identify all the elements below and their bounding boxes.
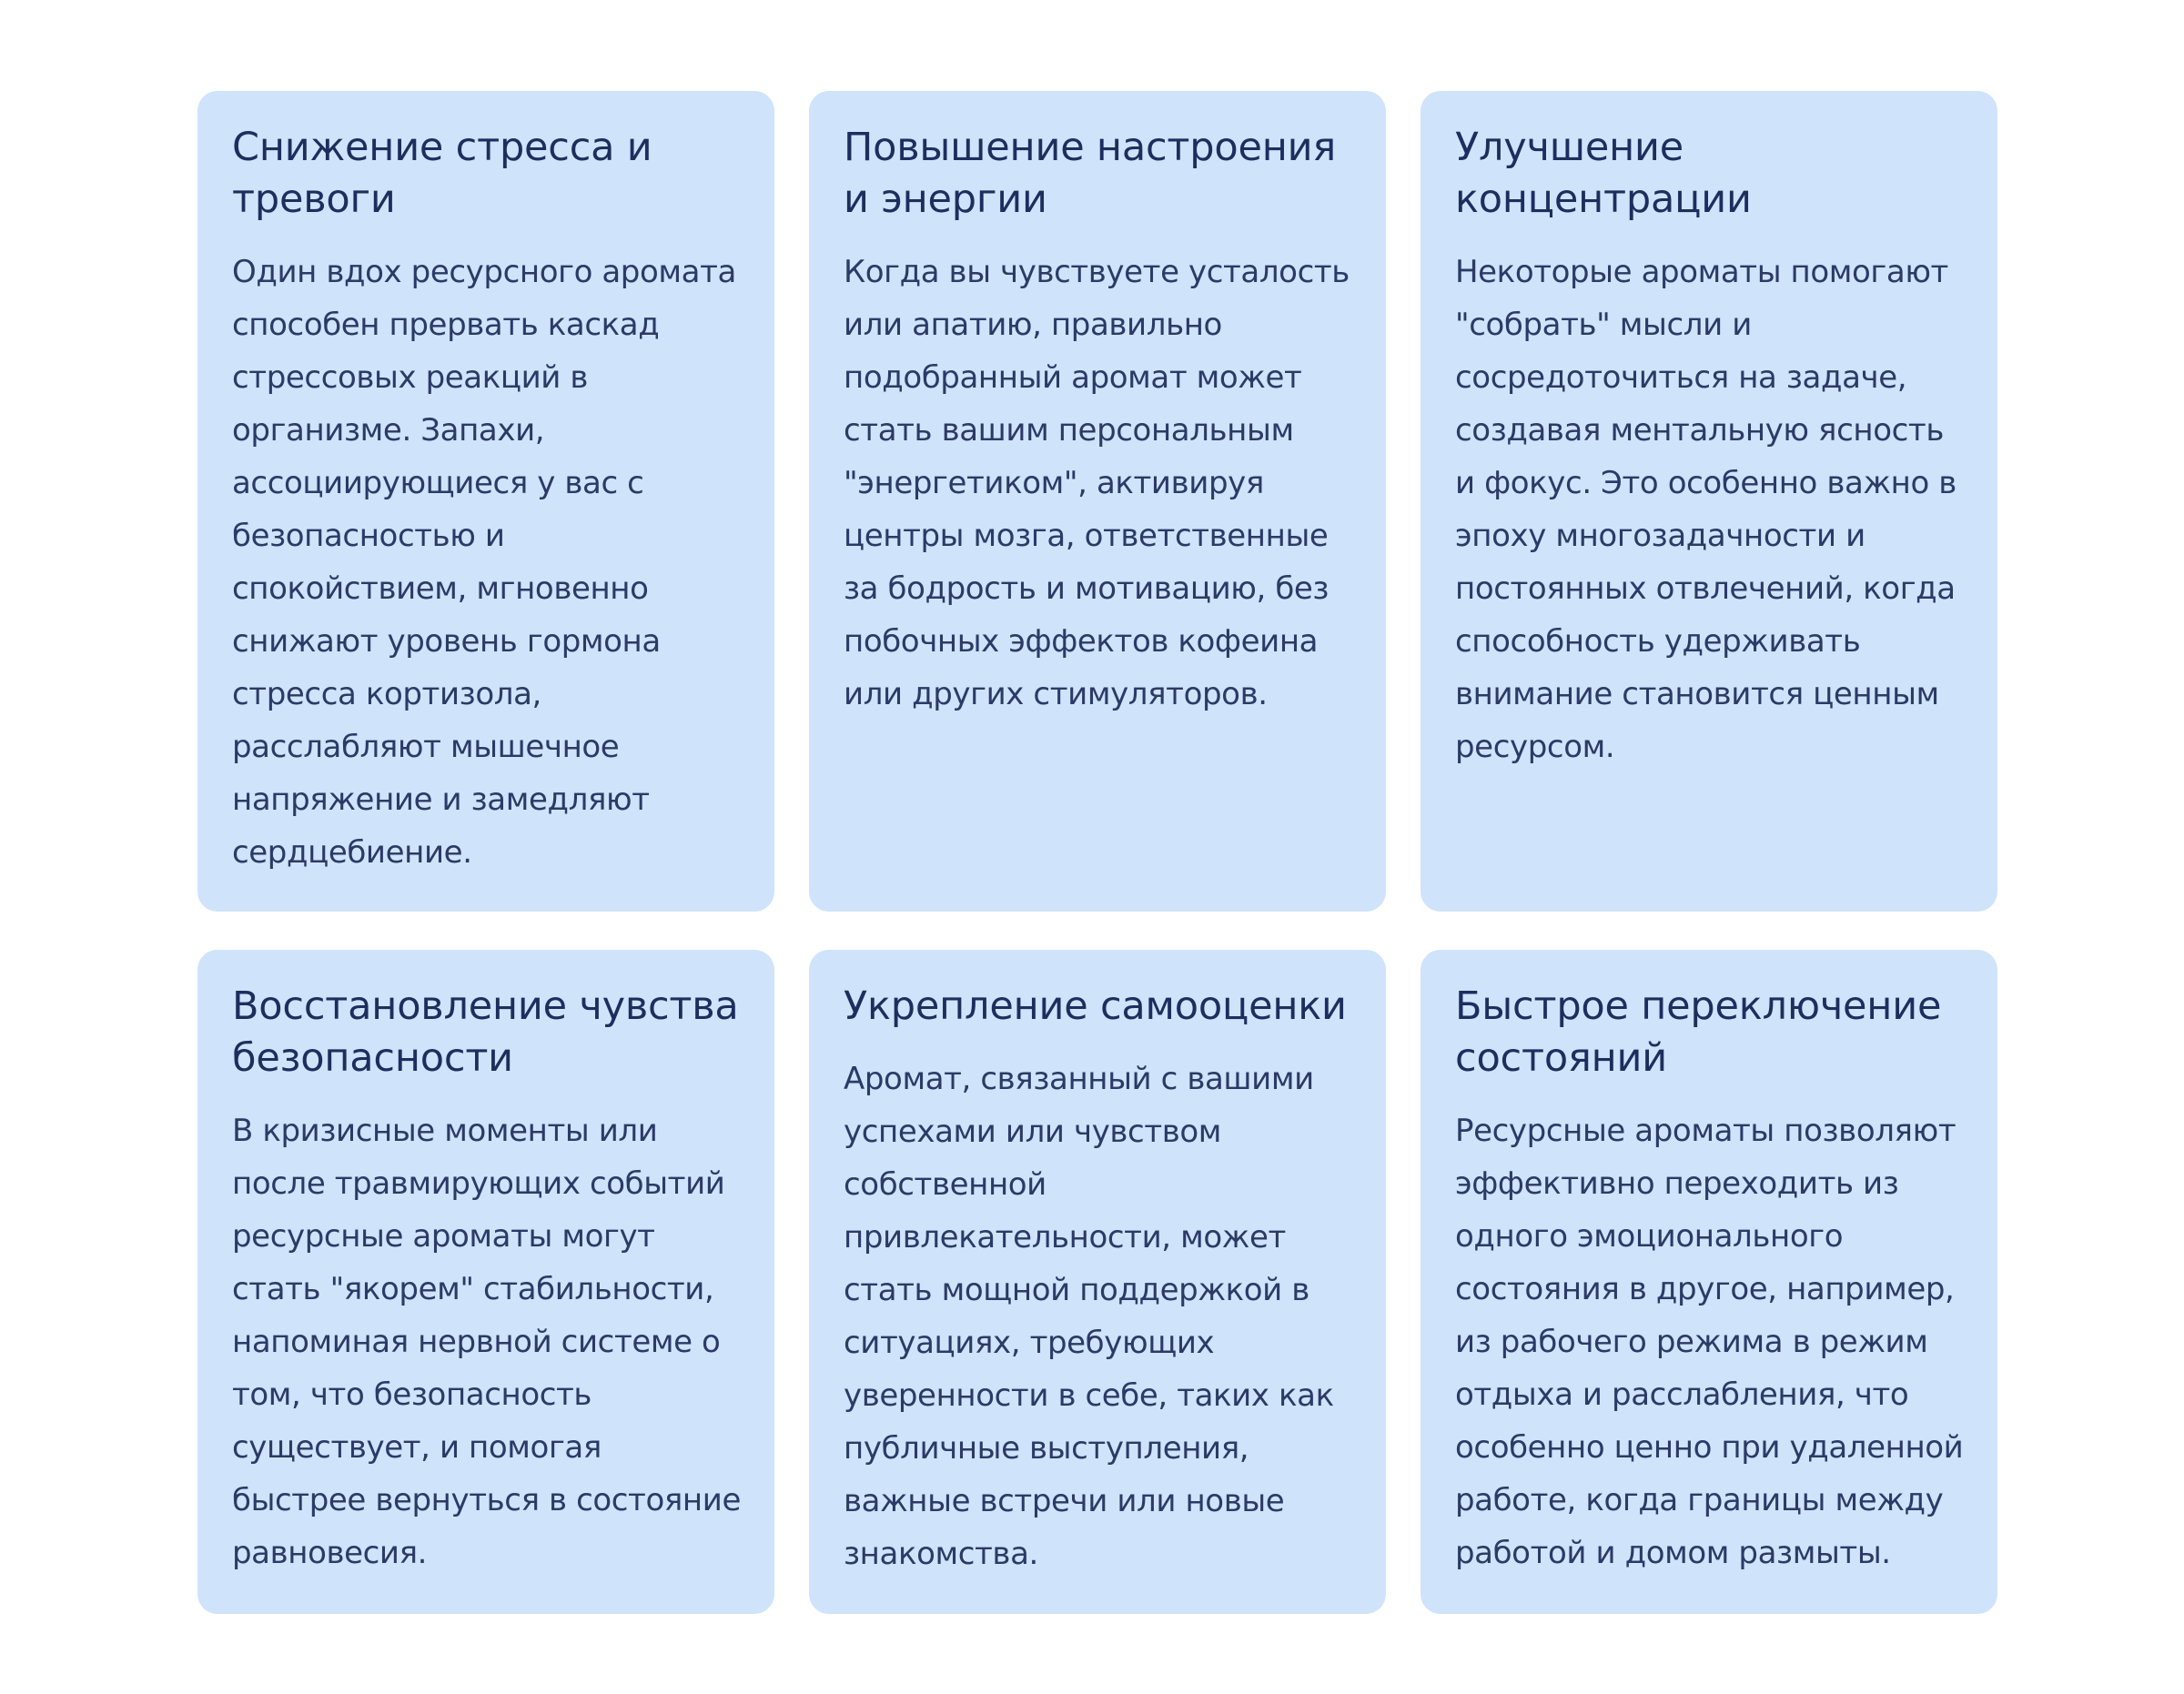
card-mood-energy (809, 91, 1386, 912)
card-stress-reduction (197, 91, 774, 912)
card-state-switching (1421, 950, 1997, 1614)
card-title: Укрепление самооценки (844, 983, 1347, 1029)
card-concentration (1421, 91, 1997, 912)
card-text: Некоторые ароматы помогают "собрать" мысли и сосредоточиться на задаче, создавая ментальную ясность и фокус. Это особенно важно в эпоху многозадачности и постоянных отвлечений, когда способность удерживать внимание становится ценным ресурсом. (1455, 254, 1956, 765)
card-title: Повышение настроения и энергии (844, 125, 1337, 222)
card-title: Быстрое переключение состояний (1455, 983, 1942, 1081)
card-self-esteem (809, 950, 1386, 1614)
card-safety (197, 950, 774, 1614)
card-text: Один вдох ресурсного аромата способен прервать каскад стрессовых реакций в организме. Запахи, ассоциирующиеся у вас с безопасностью и спокойствием, мгновенно снижают уровень гормона стресса кортизола, расслабляют мышечное напряжение и замедляют сердцебиение. (232, 254, 736, 871)
benefits-grid (197, 91, 1997, 1614)
card-text: В кризисные моменты или после травмирующих событий ресурсные ароматы могут стать "якорем" стабильности, напоминая нервной системе о том, что безопасность существует, и помогая быстрее вернуться в состояние равновесия. (232, 1113, 741, 1571)
card-text: Когда вы чувствуете усталость или апатию, правильно подобранный аромат может стать вашим персональным "энергетиком", активируя центры мозга, ответственные за бодрость и мотивацию, без побочных эффектов кофеина или других стимуляторов. (844, 254, 1350, 712)
card-text: Аромат, связанный с вашими успехами или чувством собственной привлекательности, может стать мощной поддержкой в ситуациях, требующих уверенности в себе, таких как публичные выступления, важные встречи или новые знакомства. (844, 1061, 1334, 1572)
card-title: Улучшение концентрации (1455, 125, 1752, 222)
card-title: Снижение стресса и тревоги (232, 125, 652, 222)
card-text: Ресурсные ароматы позволяют эффективно переходить из одного эмоционального состояния в другое, например, из рабочего режима в режим отдыха и расслабления, что особенно ценно при удаленной работе, когда границы между работой и домом размыты. (1455, 1113, 1964, 1571)
card-title: Восстановление чувства безопасности (232, 983, 739, 1081)
